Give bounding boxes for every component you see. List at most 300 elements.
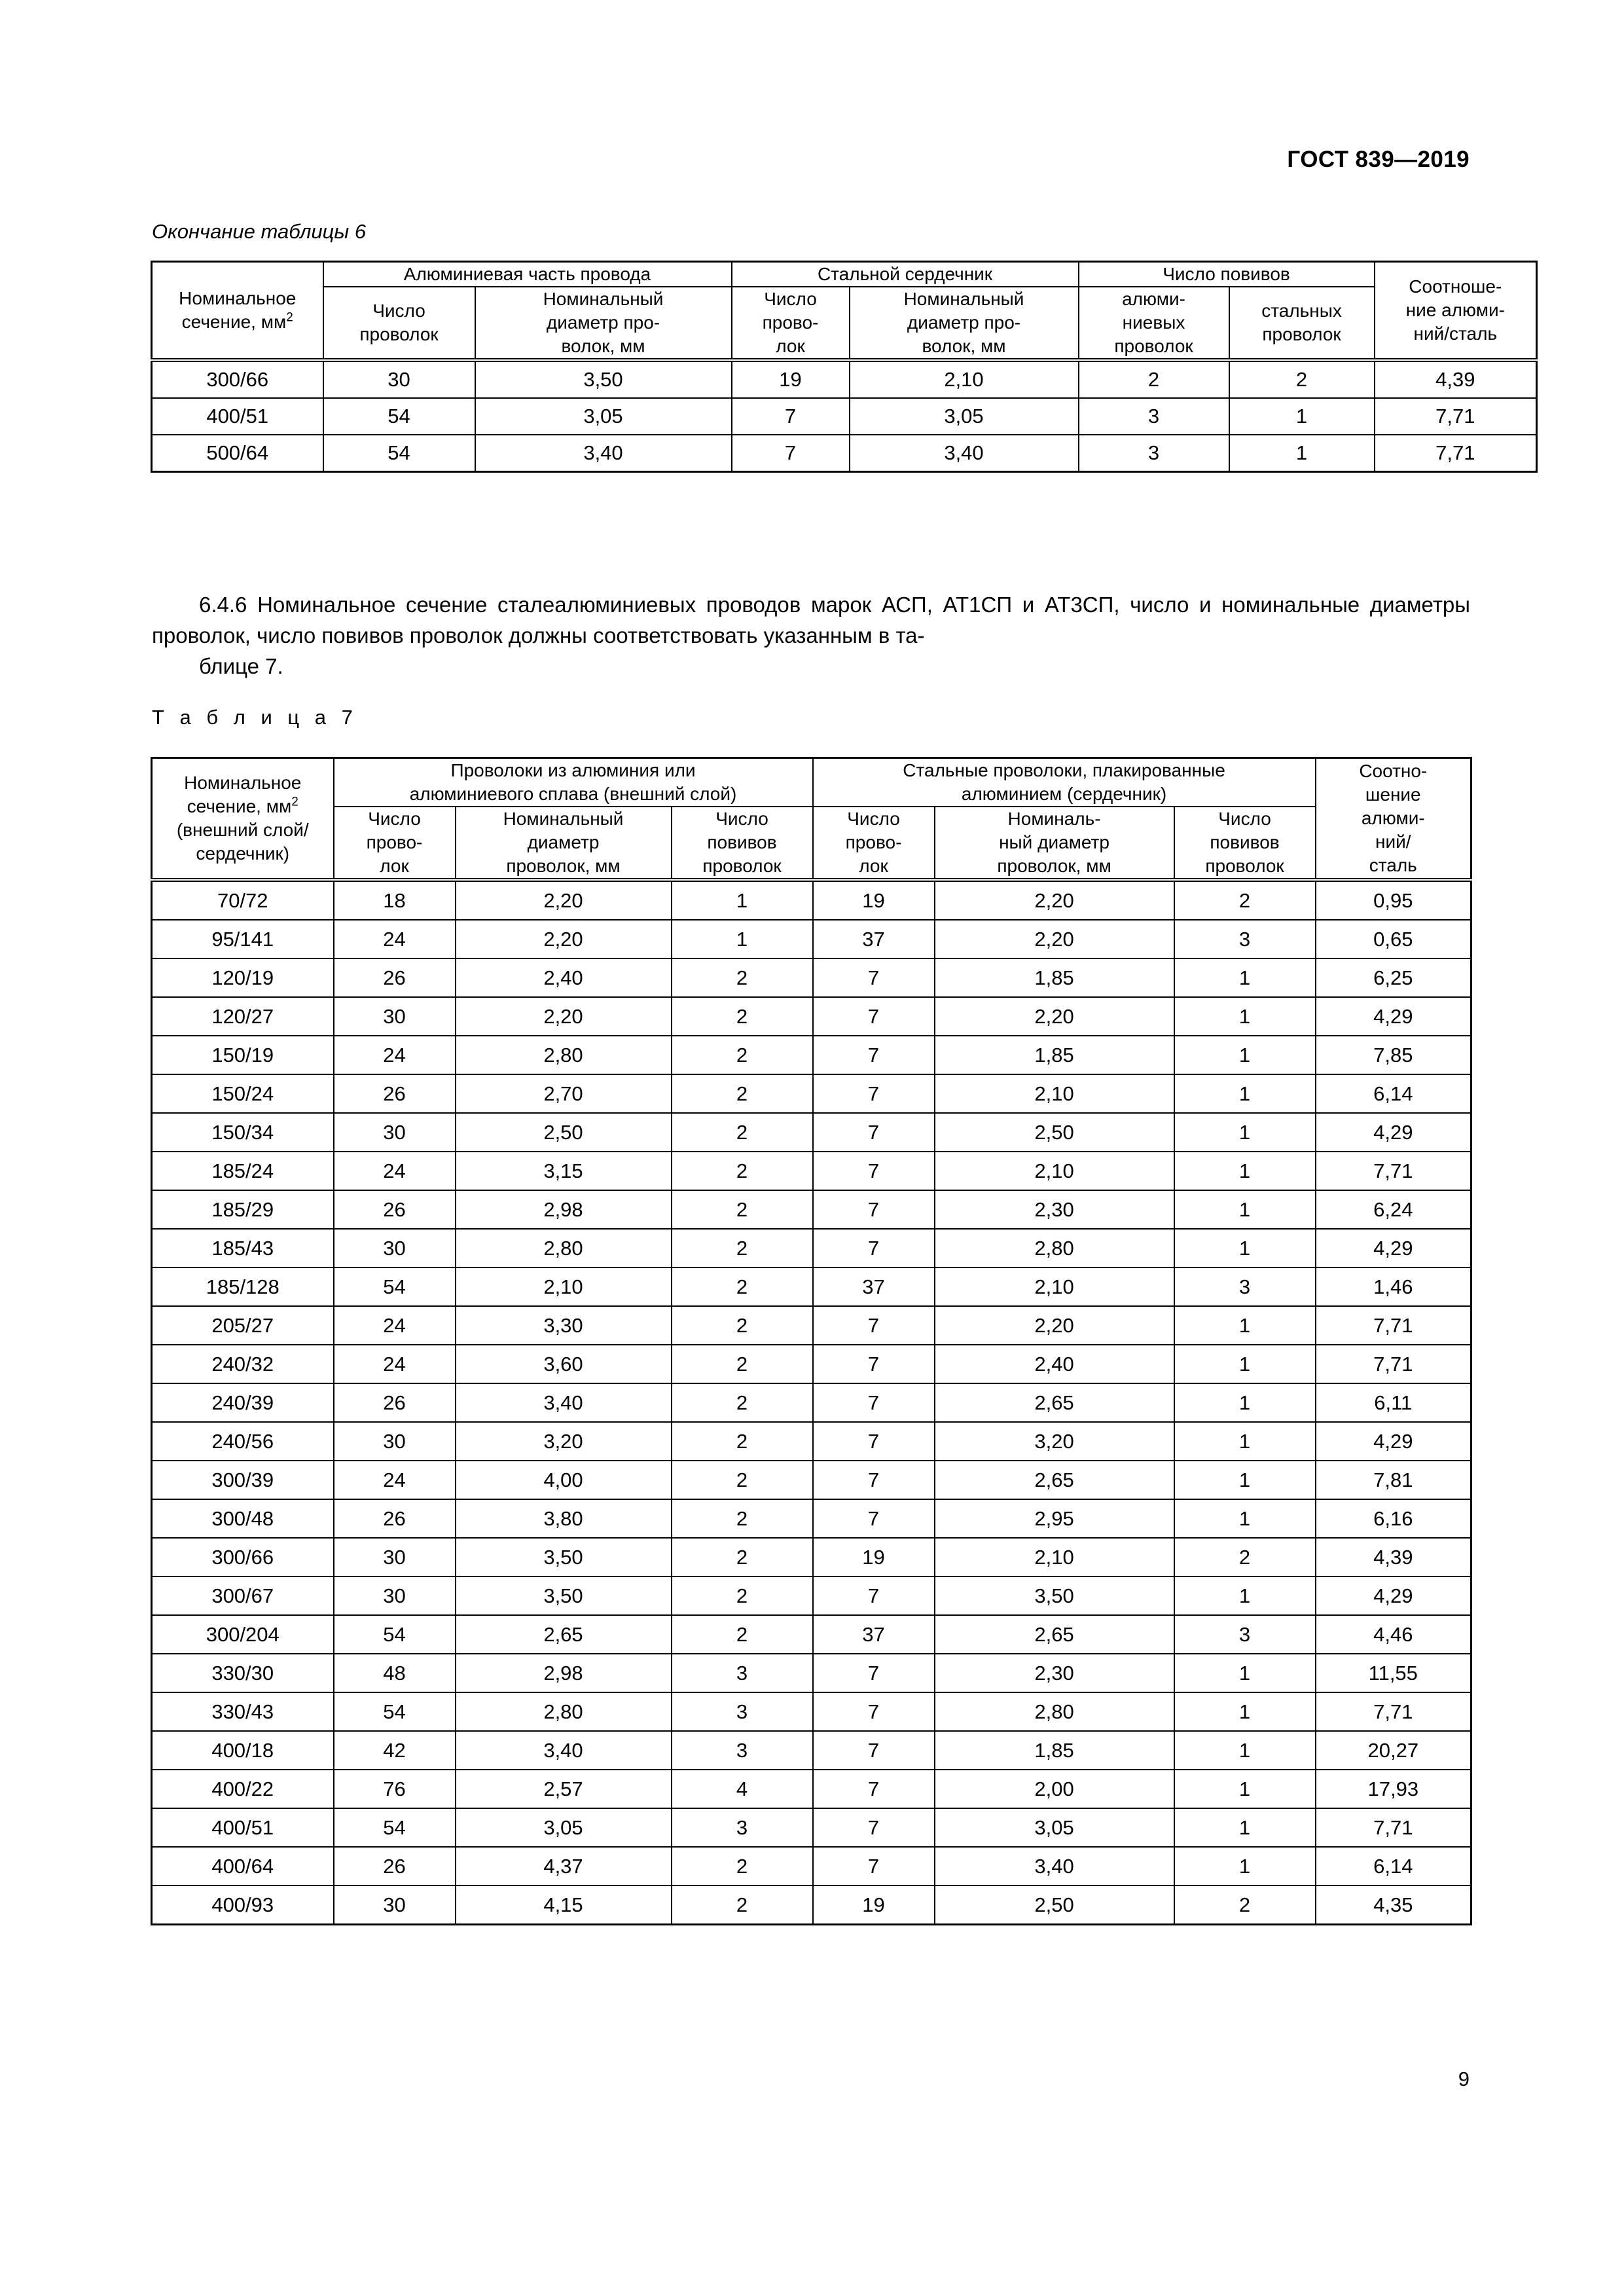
- t6-sub-1: Номинальный диаметр про- волок, мм: [475, 287, 732, 360]
- cell-value: 7: [813, 1692, 935, 1731]
- table-row: [152, 1654, 1471, 1692]
- cell-value: 2: [1174, 880, 1316, 920]
- cell-value: 4,00: [456, 1461, 672, 1499]
- cell-value: 1: [1174, 1345, 1316, 1383]
- table-row: [152, 1036, 1471, 1074]
- cell-value: 2,20: [935, 997, 1174, 1036]
- cell-value: 1: [1174, 1190, 1316, 1229]
- cell-value: 1: [1174, 1036, 1316, 1074]
- cell-value: 3,40: [456, 1731, 672, 1770]
- cell-value: 3: [672, 1654, 813, 1692]
- cell-nominal-section: 150/24: [152, 1074, 334, 1113]
- cell-value: 2,40: [935, 1345, 1174, 1383]
- cell-value: 7,71: [1375, 435, 1537, 472]
- cell-value: 3,20: [935, 1422, 1174, 1461]
- cell-value: 7,71: [1316, 1152, 1471, 1190]
- cell-value: 2,00: [935, 1770, 1174, 1808]
- cell-value: 3,60: [456, 1345, 672, 1383]
- cell-value: 26: [334, 1499, 456, 1538]
- cell-value: 3,80: [456, 1499, 672, 1538]
- cell-value: 24: [334, 1036, 456, 1074]
- clause-6-4-6: [152, 589, 1470, 682]
- cell-value: 4,15: [456, 1886, 672, 1925]
- cell-value: 6,14: [1316, 1074, 1471, 1113]
- cell-value: 54: [334, 1615, 456, 1654]
- cell-value: 17,93: [1316, 1770, 1471, 1808]
- cell-value: 24: [334, 1152, 456, 1190]
- cell-value: 2,65: [935, 1615, 1174, 1654]
- cell-nominal-section: 185/128: [152, 1267, 334, 1306]
- table-row: [152, 1692, 1471, 1731]
- cell-value: 54: [323, 398, 475, 435]
- cell-nominal-section: 500/64: [152, 435, 323, 472]
- cell-value: 26: [334, 1847, 456, 1886]
- running-header: ГОСТ 839—2019: [1287, 147, 1470, 172]
- cell-value: 2,65: [935, 1461, 1174, 1499]
- cell-value: 2,50: [456, 1113, 672, 1152]
- cell-value: 42: [334, 1731, 456, 1770]
- cell-value: 4,39: [1375, 360, 1537, 398]
- page-number: 9: [1458, 2068, 1470, 2090]
- t7-col-ratio: Соотно- шение алюми- ний/ сталь: [1316, 758, 1471, 881]
- cell-value: 76: [334, 1770, 456, 1808]
- t6-sub-2: Число прово- лок: [732, 287, 850, 360]
- cell-value: 6,25: [1316, 958, 1471, 997]
- table-row: [152, 398, 1537, 435]
- cell-value: 30: [334, 1576, 456, 1615]
- cell-value: 30: [334, 997, 456, 1036]
- table-row: [152, 1538, 1471, 1576]
- cell-value: 2,40: [456, 958, 672, 997]
- table-row: [152, 1229, 1471, 1267]
- t7-sub-3: Число прово- лок: [813, 807, 935, 880]
- cell-value: 1: [1174, 958, 1316, 997]
- t6-sub-4: алюми- ниевых проволок: [1079, 287, 1229, 360]
- cell-value: 2,10: [935, 1074, 1174, 1113]
- table-row: [152, 1267, 1471, 1306]
- cell-value: 7,71: [1316, 1692, 1471, 1731]
- table-row: [152, 997, 1471, 1036]
- cell-value: 1: [1174, 1229, 1316, 1267]
- table-row: [152, 1422, 1471, 1461]
- cell-value: 1: [1174, 1847, 1316, 1886]
- cell-nominal-section: 240/56: [152, 1422, 334, 1461]
- cell-value: 54: [323, 435, 475, 472]
- table-row: [152, 958, 1471, 997]
- cell-value: 6,11: [1316, 1383, 1471, 1422]
- cell-value: 37: [813, 920, 935, 958]
- cell-value: 1: [1174, 997, 1316, 1036]
- cell-value: 3,30: [456, 1306, 672, 1345]
- table-row: [152, 1576, 1471, 1615]
- cell-value: 1: [1174, 1383, 1316, 1422]
- cell-value: 7: [813, 1499, 935, 1538]
- cell-value: 7: [813, 997, 935, 1036]
- cell-value: 2: [672, 1229, 813, 1267]
- cell-value: 7: [813, 1113, 935, 1152]
- cell-value: 4,29: [1316, 1229, 1471, 1267]
- cell-value: 54: [334, 1267, 456, 1306]
- cell-value: 2,95: [935, 1499, 1174, 1538]
- cell-value: 7: [813, 1461, 935, 1499]
- cell-value: 2: [672, 1615, 813, 1654]
- table-row: [152, 1886, 1471, 1925]
- cell-value: 2,98: [456, 1654, 672, 1692]
- cell-value: 1: [1174, 1654, 1316, 1692]
- cell-value: 3,40: [456, 1383, 672, 1422]
- table-row: [152, 1770, 1471, 1808]
- cell-value: 3: [1174, 1267, 1316, 1306]
- t6-col-nominal-section: [152, 262, 323, 361]
- cell-value: 2: [672, 1074, 813, 1113]
- cell-value: 2: [672, 1886, 813, 1925]
- cell-nominal-section: 300/39: [152, 1461, 334, 1499]
- cell-value: 19: [813, 880, 935, 920]
- cell-value: 1,46: [1316, 1267, 1471, 1306]
- cell-nominal-section: 240/39: [152, 1383, 334, 1422]
- cell-value: 7: [813, 1036, 935, 1074]
- t7-sub-1: Номинальный диаметр проволок, мм: [456, 807, 672, 880]
- cell-value: 7: [813, 1808, 935, 1847]
- cell-value: 1: [1174, 1422, 1316, 1461]
- cell-value: 7: [813, 1229, 935, 1267]
- t7-sub-2: Число повивов проволок: [672, 807, 813, 880]
- cell-value: 3,50: [456, 1538, 672, 1576]
- cell-value: 4,37: [456, 1847, 672, 1886]
- cell-value: 7,71: [1375, 398, 1537, 435]
- cell-value: 1,85: [935, 958, 1174, 997]
- cell-value: 2,10: [935, 1267, 1174, 1306]
- cell-nominal-section: 400/18: [152, 1731, 334, 1770]
- cell-value: 30: [334, 1538, 456, 1576]
- cell-value: 1: [1174, 1576, 1316, 1615]
- cell-value: 1: [1174, 1306, 1316, 1345]
- cell-value: 19: [813, 1886, 935, 1925]
- table-7: [151, 757, 1472, 1925]
- cell-value: 2: [672, 997, 813, 1036]
- cell-value: 3,50: [935, 1576, 1174, 1615]
- cell-value: 2: [672, 1306, 813, 1345]
- cell-value: 2: [1174, 1886, 1316, 1925]
- cell-value: 6,24: [1316, 1190, 1471, 1229]
- cell-value: 2: [672, 1190, 813, 1229]
- table-row: [152, 360, 1537, 398]
- cell-nominal-section: 185/43: [152, 1229, 334, 1267]
- cell-value: 3: [1174, 1615, 1316, 1654]
- cell-value: 2: [672, 1576, 813, 1615]
- cell-value: 7: [813, 958, 935, 997]
- cell-value: 7,71: [1316, 1306, 1471, 1345]
- cell-value: 3: [1079, 398, 1229, 435]
- cell-value: 2: [672, 1345, 813, 1383]
- cell-nominal-section: 330/30: [152, 1654, 334, 1692]
- table-row: [152, 1461, 1471, 1499]
- cell-value: 2,80: [935, 1229, 1174, 1267]
- t6-body: [152, 360, 1537, 472]
- cell-value: 2: [1079, 360, 1229, 398]
- cell-nominal-section: 300/66: [152, 360, 323, 398]
- cell-value: 3,05: [935, 1808, 1174, 1847]
- cell-value: 7: [813, 1306, 935, 1345]
- cell-value: 4,29: [1316, 997, 1471, 1036]
- cell-value: 3,50: [475, 360, 732, 398]
- cell-value: 30: [334, 1113, 456, 1152]
- table-row: [152, 1190, 1471, 1229]
- cell-value: 30: [334, 1422, 456, 1461]
- cell-value: 1: [1174, 1152, 1316, 1190]
- cell-value: 1: [1174, 1770, 1316, 1808]
- cell-value: 7: [813, 1422, 935, 1461]
- cell-value: 30: [323, 360, 475, 398]
- t7-col-nominal-section: [152, 758, 334, 881]
- cell-nominal-section: 300/204: [152, 1615, 334, 1654]
- cell-value: 2: [1174, 1538, 1316, 1576]
- table-6: [151, 261, 1538, 473]
- cell-value: 3,05: [850, 398, 1079, 435]
- t7-group-core: Стальные проволоки, плакированные алюминием (сердечник): [813, 758, 1316, 807]
- cell-value: 2,50: [935, 1113, 1174, 1152]
- cell-value: 7,71: [1316, 1345, 1471, 1383]
- cell-value: 19: [732, 360, 850, 398]
- cell-value: 2,98: [456, 1190, 672, 1229]
- cell-value: 20,27: [1316, 1731, 1471, 1770]
- cell-value: 6,14: [1316, 1847, 1471, 1886]
- cell-nominal-section: 400/93: [152, 1886, 334, 1925]
- table-row: [152, 1152, 1471, 1190]
- cell-value: 2,80: [935, 1692, 1174, 1731]
- cell-value: 2,10: [935, 1152, 1174, 1190]
- cell-value: 7,81: [1316, 1461, 1471, 1499]
- cell-nominal-section: 185/29: [152, 1190, 334, 1229]
- table-row: [152, 1345, 1471, 1383]
- cell-nominal-section: 400/22: [152, 1770, 334, 1808]
- cell-value: 2,80: [456, 1229, 672, 1267]
- cell-value: 2: [672, 1383, 813, 1422]
- cell-nominal-section: 300/66: [152, 1538, 334, 1576]
- cell-nominal-section: 300/67: [152, 1576, 334, 1615]
- cell-value: 7: [813, 1770, 935, 1808]
- cell-value: 7: [813, 1847, 935, 1886]
- cell-value: 2: [672, 1267, 813, 1306]
- t7-sub-0: Число прово- лок: [334, 807, 456, 880]
- cell-value: 1: [1174, 1692, 1316, 1731]
- cell-value: 1: [1174, 1808, 1316, 1847]
- superscript-two: 2: [291, 795, 298, 809]
- t7-nominal-section-label: Номинальное сечение, $мм^2$ (внешний слой/ сердечник): [176, 773, 309, 864]
- cell-value: 2,20: [935, 920, 1174, 958]
- cell-value: 2,10: [935, 1538, 1174, 1576]
- cell-value: 2: [672, 1499, 813, 1538]
- cell-value: 26: [334, 1190, 456, 1229]
- table-row: [152, 1808, 1471, 1847]
- cell-value: 1,85: [935, 1036, 1174, 1074]
- cell-value: 3: [672, 1808, 813, 1847]
- cell-value: 7: [813, 1074, 935, 1113]
- cell-value: 2: [672, 958, 813, 997]
- clause-text: 6.4.6 Номинальное сечение сталеалюминиевых проводов марок АСП, АТ1СП и АТ3СП, число и номинальные диаметры проволок, число повивов проволок должны соответствовать указанным в та-: [152, 592, 1470, 647]
- table7-caption: Т а б л и ц а 7: [152, 706, 358, 729]
- cell-value: 2,20: [456, 920, 672, 958]
- table-row: [152, 1113, 1471, 1152]
- cell-value: 2,10: [850, 360, 1079, 398]
- cell-value: 4,46: [1316, 1615, 1471, 1654]
- cell-value: 54: [334, 1808, 456, 1847]
- cell-value: 4,35: [1316, 1886, 1471, 1925]
- table-row: [152, 1306, 1471, 1345]
- clause-text-last: блице 7.: [199, 654, 283, 678]
- t6-group-aluminium-part: Алюминиевая часть провода: [323, 262, 732, 287]
- cell-value: 4,29: [1316, 1422, 1471, 1461]
- cell-value: 18: [334, 880, 456, 920]
- cell-value: 19: [813, 1538, 935, 1576]
- table-row: [152, 1383, 1471, 1422]
- table-row: [152, 435, 1537, 472]
- cell-value: 1: [1174, 1113, 1316, 1152]
- cell-value: 2,57: [456, 1770, 672, 1808]
- cell-value: 3,40: [475, 435, 732, 472]
- cell-value: 2,20: [456, 880, 672, 920]
- t6-subheader-row: [152, 287, 1537, 360]
- cell-value: 1: [1174, 1074, 1316, 1113]
- table-row: [152, 1074, 1471, 1113]
- cell-value: 4,29: [1316, 1113, 1471, 1152]
- cell-value: 2,65: [935, 1383, 1174, 1422]
- cell-value: 7: [813, 1383, 935, 1422]
- cell-value: 0,65: [1316, 920, 1471, 958]
- cell-value: 2: [672, 1152, 813, 1190]
- cell-value: 2: [672, 1422, 813, 1461]
- cell-value: 2,20: [935, 1306, 1174, 1345]
- cell-value: 7,71: [1316, 1808, 1471, 1847]
- cell-value: 2,70: [456, 1074, 672, 1113]
- cell-nominal-section: 300/48: [152, 1499, 334, 1538]
- cell-value: 24: [334, 920, 456, 958]
- cell-value: 1,85: [935, 1731, 1174, 1770]
- superscript-two: 2: [286, 310, 293, 325]
- cell-value: 24: [334, 1345, 456, 1383]
- cell-value: 2: [672, 1847, 813, 1886]
- cell-value: 1: [1174, 1731, 1316, 1770]
- cell-value: 3,05: [456, 1808, 672, 1847]
- cell-value: 3,50: [456, 1576, 672, 1615]
- cell-nominal-section: 150/34: [152, 1113, 334, 1152]
- cell-value: 37: [813, 1615, 935, 1654]
- t7-sub-4: Номиналь- ный диаметр проволок, мм: [935, 807, 1174, 880]
- cell-value: 24: [334, 1461, 456, 1499]
- cell-value: 1: [1229, 398, 1375, 435]
- cell-nominal-section: 150/19: [152, 1036, 334, 1074]
- cell-value: 4: [672, 1770, 813, 1808]
- cell-value: 4,39: [1316, 1538, 1471, 1576]
- cell-nominal-section: 185/24: [152, 1152, 334, 1190]
- cell-value: 1: [1174, 1461, 1316, 1499]
- t7-sub-5: Число повивов проволок: [1174, 807, 1316, 880]
- cell-value: 2,80: [456, 1692, 672, 1731]
- cell-value: 7: [732, 398, 850, 435]
- t6-sub-0: Число проволок: [323, 287, 475, 360]
- cell-nominal-section: 120/19: [152, 958, 334, 997]
- t6-sub-5: стальных проволок: [1229, 287, 1375, 360]
- cell-value: 26: [334, 1074, 456, 1113]
- cell-value: 30: [334, 1886, 456, 1925]
- cell-value: 3,40: [850, 435, 1079, 472]
- cell-value: 7: [813, 1152, 935, 1190]
- t7-body: [152, 880, 1471, 1925]
- cell-value: 7: [813, 1654, 935, 1692]
- t6-col-ratio: Соотноше- ние алюми- ний/сталь: [1375, 262, 1537, 361]
- t6-group-lay-count: Число повивов: [1079, 262, 1375, 287]
- cell-nominal-section: 70/72: [152, 880, 334, 920]
- cell-value: 2: [672, 1461, 813, 1499]
- cell-value: 37: [813, 1267, 935, 1306]
- cell-value: 1: [1174, 1499, 1316, 1538]
- t6-sub-3: Номинальный диаметр про- волок, мм: [850, 287, 1079, 360]
- cell-nominal-section: 330/43: [152, 1692, 334, 1731]
- cell-value: 3: [672, 1692, 813, 1731]
- cell-value: 2,20: [456, 997, 672, 1036]
- cell-value: 54: [334, 1692, 456, 1731]
- table-row: [152, 1847, 1471, 1886]
- cell-value: 2: [1229, 360, 1375, 398]
- table-row: [152, 1499, 1471, 1538]
- cell-value: 1: [672, 920, 813, 958]
- cell-nominal-section: 240/32: [152, 1345, 334, 1383]
- cell-value: 24: [334, 1306, 456, 1345]
- cell-value: 2,30: [935, 1190, 1174, 1229]
- table6-caption: Окончание таблицы 6: [152, 220, 367, 243]
- t7-subheader-row: [152, 807, 1471, 880]
- cell-value: 2,20: [935, 880, 1174, 920]
- cell-value: 2,80: [456, 1036, 672, 1074]
- cell-value: 3,05: [475, 398, 732, 435]
- cell-value: 7: [813, 1731, 935, 1770]
- t6-nominal-section-label: Номинальное сечение, $мм^2$: [179, 288, 297, 332]
- cell-value: 3,20: [456, 1422, 672, 1461]
- t7-group-outer-layer: Проволоки из алюминия или алюминиевого сплава (внешний слой): [334, 758, 813, 807]
- cell-nominal-section: 120/27: [152, 997, 334, 1036]
- cell-value: 2,30: [935, 1654, 1174, 1692]
- cell-value: 3,40: [935, 1847, 1174, 1886]
- cell-value: 26: [334, 958, 456, 997]
- table-row: [152, 880, 1471, 920]
- cell-value: 11,55: [1316, 1654, 1471, 1692]
- cell-nominal-section: 205/27: [152, 1306, 334, 1345]
- t6-group-steel-core: Стальной сердечник: [732, 262, 1079, 287]
- cell-value: 7: [813, 1345, 935, 1383]
- table-row: [152, 920, 1471, 958]
- cell-value: 6,16: [1316, 1499, 1471, 1538]
- cell-value: 7: [813, 1576, 935, 1615]
- table-row: [152, 1615, 1471, 1654]
- cell-value: 0,95: [1316, 880, 1471, 920]
- cell-value: 3: [1079, 435, 1229, 472]
- cell-value: 1: [1229, 435, 1375, 472]
- cell-value: 30: [334, 1229, 456, 1267]
- cell-value: 7: [813, 1190, 935, 1229]
- cell-value: 26: [334, 1383, 456, 1422]
- table-row: [152, 1731, 1471, 1770]
- cell-value: 2: [672, 1113, 813, 1152]
- cell-value: 3,15: [456, 1152, 672, 1190]
- cell-value: 2,50: [935, 1886, 1174, 1925]
- cell-value: 2: [672, 1538, 813, 1576]
- cell-value: 7,85: [1316, 1036, 1471, 1074]
- cell-nominal-section: 400/64: [152, 1847, 334, 1886]
- cell-value: 2: [672, 1036, 813, 1074]
- cell-value: 2,10: [456, 1267, 672, 1306]
- cell-nominal-section: 95/141: [152, 920, 334, 958]
- cell-value: 2,65: [456, 1615, 672, 1654]
